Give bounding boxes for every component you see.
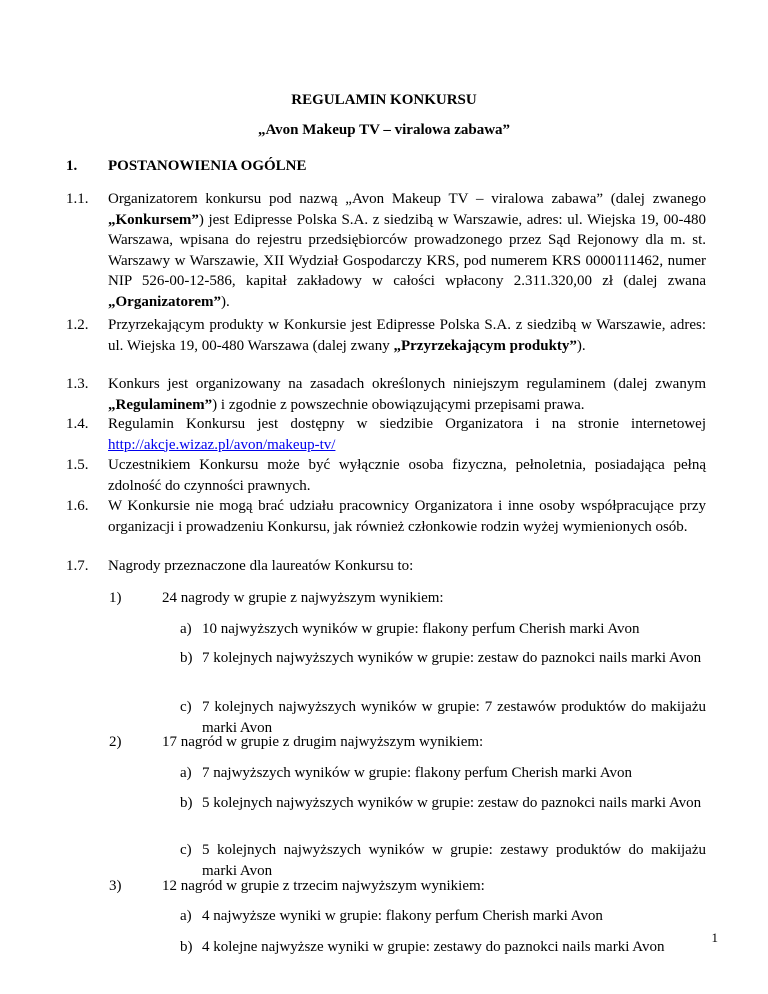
group-number: 1) — [109, 590, 122, 606]
item-text: 7 najwyższych wyników w grupie: flakony perfum Cherish marki Avon — [202, 765, 633, 781]
paragraph-1-6 — [66, 496, 706, 537]
item-text: 7 kolejnych najwyższych wyników w grupie: 7 zestawów produktów do makijażu marki Avon — [202, 699, 706, 736]
section-title: POSTANOWIENIA OGÓLNE — [108, 158, 307, 174]
text-span: ) i zgodnie z powszechnie obowiązującymi przepisami prawa. — [212, 396, 585, 413]
paragraph-body — [108, 374, 706, 415]
prize-item — [180, 906, 706, 927]
paragraph-1-5 — [66, 455, 706, 496]
prize-group — [109, 732, 706, 753]
paragraph-1-2 — [66, 315, 706, 356]
prize-group — [109, 876, 706, 897]
paragraph-number: 1.3. — [66, 376, 89, 392]
page-number: 1 — [711, 930, 718, 945]
prize-item — [180, 648, 706, 669]
prize-item — [180, 763, 706, 784]
item-letter: c) — [180, 699, 192, 715]
item-letter: a) — [180, 908, 192, 924]
group-number: 2) — [109, 734, 122, 750]
item-text: 4 kolejne najwyższe wyniki w grupie: zestawy do paznokci nails marki Avon — [202, 939, 665, 955]
item-letter: b) — [180, 650, 193, 666]
group-text: 17 nagród w grupie z drugim najwyższym wynikiem: — [162, 734, 484, 750]
paragraph-1-3 — [66, 374, 706, 415]
prize-item — [180, 937, 706, 958]
text-span: Przyrzekającym produkty w Konkursie jest Edipresse Polska S.A. z siedzibą w Warszawie, adres: ul. Wiejska 19, 00-480 Warszawa (dalej zwany — [108, 317, 706, 354]
group-text: 12 nagród w grupie z trzecim najwyższym wynikiem: — [162, 878, 485, 894]
paragraph-body — [108, 414, 706, 455]
text-span: ). — [576, 337, 586, 354]
item-text: 5 kolejnych najwyższych wyników w grupie: zestawy produktów do makijażu marki Avon — [202, 842, 706, 879]
defined-term: „Organizatorem” — [108, 293, 222, 310]
text-span: ). — [221, 293, 230, 310]
text-span: Konkurs jest organizowany na zasadach określonych niniejszym regulaminem (dalej zwanym — [108, 376, 706, 392]
paragraph-body: Uczestnikiem Konkursu może być wyłącznie osoba fizyczna, pełnoletnia, posiadająca pełną zdolność do czynności prawnych. — [108, 457, 706, 494]
paragraph-number: 1.6. — [66, 498, 89, 514]
paragraph-body — [108, 315, 706, 356]
item-letter: a) — [180, 765, 192, 781]
item-letter: c) — [180, 842, 192, 858]
item-letter: a) — [180, 621, 192, 637]
group-text: 24 nagrody w grupie z najwyższym wynikiem: — [162, 590, 444, 606]
text-span: Organizatorem konkursu pod nazwą „Avon Makeup TV – viralowa zabawa” (dalej zwanego — [108, 191, 706, 207]
paragraph-number: 1.1. — [66, 191, 89, 207]
regulations-link[interactable]: http://akcje.wizaz.pl/avon/makeup-tv/ — [108, 436, 336, 453]
item-text: 4 najwyższe wyniki w grupie: flakony perfum Cherish marki Avon — [202, 908, 603, 924]
text-span: Regulamin Konkursu jest dostępny w siedzibie Organizatora i na stronie internetowej — [108, 416, 706, 432]
prize-item — [180, 840, 706, 881]
defined-term: „Konkursem” — [108, 211, 199, 228]
item-letter: b) — [180, 939, 193, 955]
item-text: 10 najwyższych wyników w grupie: flakony perfum Cherish marki Avon — [202, 621, 640, 637]
document-subtitle: „Avon Makeup TV – viralowa zabawa” — [257, 122, 511, 138]
paragraph-number: 1.4. — [66, 416, 89, 432]
paragraph-number: 1.2. — [66, 317, 89, 333]
document-title: REGULAMIN KONKURSU — [291, 92, 477, 108]
group-number: 3) — [109, 878, 122, 894]
section-number: 1. — [66, 158, 78, 174]
paragraph-body: W Konkursie nie mogą brać udziału pracownicy Organizatora i inne osoby współpracujące przy organizacji i prowadzeniu Konkursu, jak również członkowie rodzin wyżej wymienionych osób. — [108, 498, 706, 535]
prize-item — [180, 619, 706, 640]
prize-group — [109, 588, 706, 609]
paragraph-body — [108, 189, 706, 312]
item-text: 7 kolejnych najwyższych wyników w grupie: zestaw do paznokci nails marki Avon — [202, 650, 702, 666]
text-span: ) jest Edipresse Polska S.A. z siedzibą w Warszawie, adres: ul. Wiejska 19, 00-480 Warszawa, wpisana do rejestru przedsiębiorców prowadzonego przez Sąd Rejonowy dla m. st. Warszawy w Warszawie, XII Wydział Gospodarczy KRS, pod numerem KRS 0000111462, numer NIP 526-00-12-586, kapitał zakładowy w całości wpłacony 2.311.320,00 zł (dalej zwana — [108, 211, 706, 289]
paragraph-body: Nagrody przeznaczone dla laureatów Konkursu to: — [108, 558, 414, 574]
prize-item — [180, 793, 706, 814]
paragraph-1-7 — [66, 556, 706, 577]
defined-term: „Przyrzekającym produkty” — [393, 337, 577, 354]
item-letter: b) — [180, 795, 193, 811]
item-text: 5 kolejnych najwyższych wyników w grupie: zestaw do paznokci nails marki Avon — [202, 795, 702, 811]
paragraph-1-4 — [66, 414, 706, 455]
paragraph-number: 1.7. — [66, 558, 89, 574]
paragraph-number: 1.5. — [66, 457, 89, 473]
defined-term: „Regulaminem” — [108, 396, 213, 413]
paragraph-1-1 — [66, 189, 706, 312]
